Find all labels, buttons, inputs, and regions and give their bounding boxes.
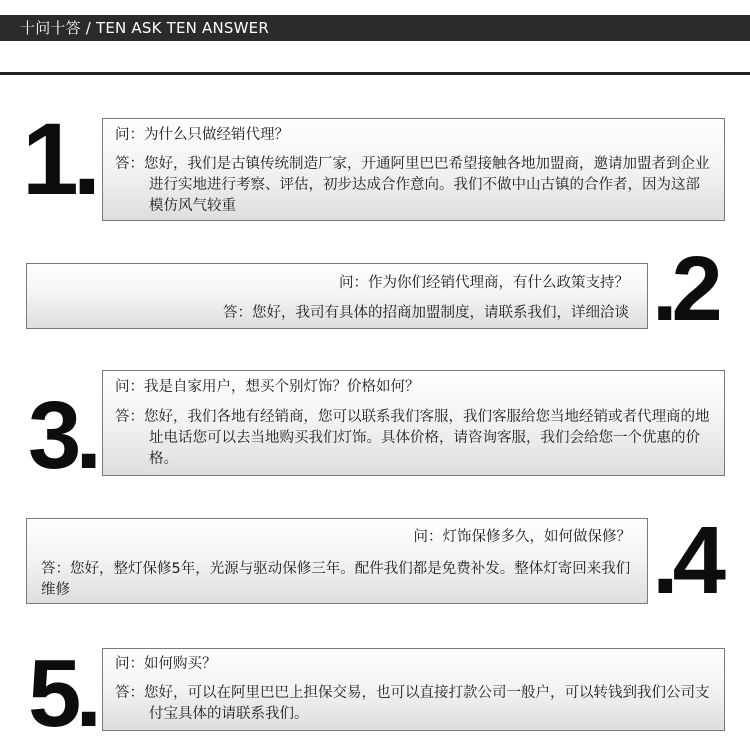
item-number-1: 1.: [22, 102, 96, 216]
item-number-3: 3.: [28, 382, 97, 489]
header-bar: [0, 15, 750, 41]
header-title: 十问十答 / TEN ASK TEN ANSWER: [20, 19, 269, 37]
question-text: 问：我是自家用户，想买个别灯饰？价格如何？: [115, 379, 420, 395]
header-divider: [0, 72, 750, 75]
qa-card-1: [102, 118, 725, 221]
qa-card-4: [26, 518, 648, 604]
question-text: 问：作为你们经销代理商，有什么政策支持？: [339, 275, 629, 291]
question-text: 问：如何购买？: [115, 656, 217, 672]
qa-card-3: [102, 370, 725, 476]
answer-text: 答：您好，整灯保修5年，光源与驱动保修三年。配件我们都是免费补发。整体灯寄回来我们维修: [41, 561, 631, 598]
question-text: 问：为什么只做经销代理？: [115, 127, 289, 143]
answer-text: 答：您好，可以在阿里巴巴上担保交易，也可以直接打款公司一般户，可以转钱到我们公司支付宝具体的请联系我们。: [115, 685, 710, 722]
qa-card-2: [26, 263, 648, 329]
qa-card-5: [102, 648, 725, 731]
question-text: 问：灯饰保修多久，如何做保修？: [413, 529, 631, 545]
item-number-2: .2: [652, 238, 717, 340]
item-number-5: 5.: [28, 640, 97, 747]
answer-text: 答：您好，我司有具体的招商加盟制度，请联系我们，详细洽谈: [223, 305, 629, 321]
answer-text: 答：您好，我们是古镇传统制造厂家，开通阿里巴巴希望接触各地加盟商，邀请加盟者到企业进行实地进行考察、评估，初步达成合作意向。我们不做中山古镇的合作者，因为这部模仿风气较重: [115, 156, 710, 214]
answer-text: 答：您好，我们各地有经销商，您可以联系我们客服，我们客服给您当地经销或者代理商的地址电话您可以去当地购买我们灯饰。具体价格，请咨询客服，我们会给您一个优惠的价格。: [115, 409, 710, 467]
item-number-4: .4: [652, 507, 721, 614]
